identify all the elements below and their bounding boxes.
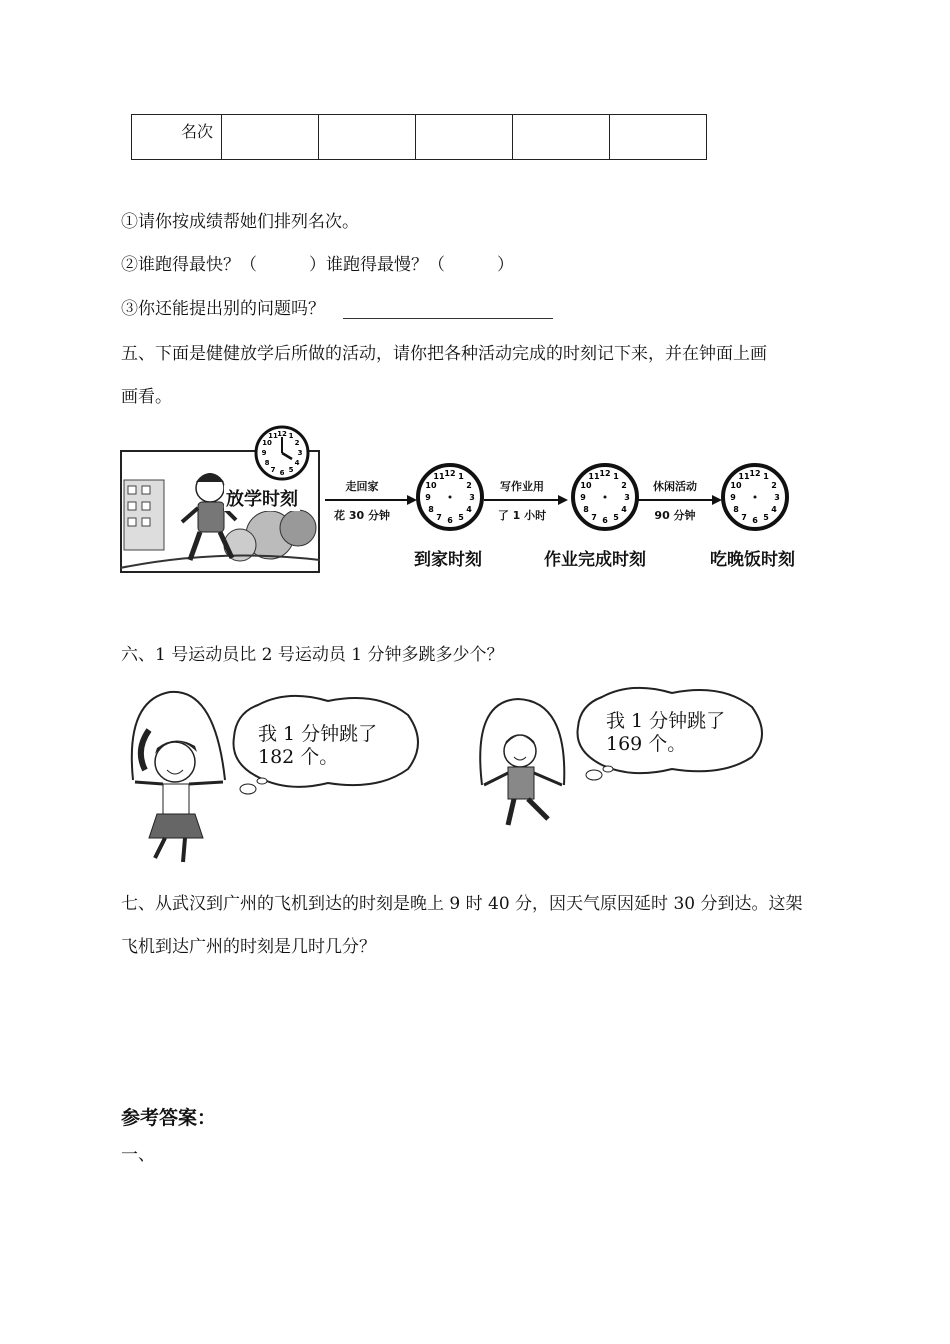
svg-text:2: 2 [771, 481, 777, 490]
svg-text:11: 11 [268, 432, 278, 440]
svg-text:9: 9 [261, 449, 267, 457]
bubble-2-line1: 我 1 分钟跳了 [606, 710, 726, 732]
arrow-2-icon [484, 494, 568, 506]
q6-title: 六、1 号运动员比 2 号运动员 1 分钟多跳多少个？ [121, 645, 504, 665]
q7-line1: 七、从武汉到广州的飞机到达的时刻是晚上 9 时 40 分，因天气原因延时 30 分到达。这架 [121, 894, 803, 914]
rank-cell [610, 115, 707, 160]
svg-text:5: 5 [763, 513, 769, 522]
svg-text:9: 9 [580, 493, 586, 502]
svg-text:11: 11 [738, 472, 750, 481]
q4-item3 [121, 294, 553, 319]
q4-item2-part-a: ②谁跑得最快？（ [121, 255, 257, 275]
clock-label-arrive-home: 到家时刻 [414, 550, 482, 570]
svg-text:9: 9 [730, 493, 736, 502]
answers-item1: 一、 [121, 1145, 155, 1165]
svg-text:5: 5 [288, 466, 294, 474]
svg-text:4: 4 [294, 459, 300, 467]
svg-text:12: 12 [599, 469, 611, 478]
q4-item2 [121, 250, 514, 275]
q5-line2: 画看。 [121, 387, 172, 407]
svg-text:6: 6 [447, 516, 453, 525]
svg-text:7: 7 [591, 513, 597, 522]
arrow-1-top-text: 走回家 [345, 480, 379, 493]
svg-text:10: 10 [730, 481, 742, 490]
scene-label: 放学时刻 [224, 485, 300, 511]
svg-text:5: 5 [458, 513, 464, 522]
arrow-1-bottom-text: 花 30 分钟 [334, 509, 390, 522]
rank-cell [319, 115, 416, 160]
svg-text:3: 3 [774, 493, 780, 502]
svg-text:8: 8 [428, 505, 434, 514]
q4-item2-part-b: ）谁跑得最慢？（ [309, 255, 445, 275]
arrow-1-icon [325, 494, 417, 506]
svg-text:4: 4 [621, 505, 627, 514]
svg-text:8: 8 [583, 505, 589, 514]
q5-line1: 五、下面是健健放学后所做的活动，请你把各种活动完成的时刻记下来，并在钟面上画 [121, 344, 767, 364]
svg-text:3: 3 [297, 449, 303, 457]
answers-title: 参考答案： [121, 1107, 217, 1129]
svg-text:7: 7 [436, 513, 442, 522]
rank-cell [416, 115, 513, 160]
table-row [132, 115, 707, 160]
rank-header-cell: 名次 [132, 115, 222, 160]
arrow-3-bottom-text: 90 分钟 [654, 509, 696, 522]
activity-figure [120, 425, 810, 575]
bubble-1-line1: 我 1 分钟跳了 [258, 723, 378, 745]
svg-text:3: 3 [469, 493, 475, 502]
svg-text:5: 5 [613, 513, 619, 522]
empty-clock-icon [570, 462, 640, 532]
svg-text:10: 10 [580, 481, 592, 490]
svg-text:3: 3 [624, 493, 630, 502]
svg-text:11: 11 [588, 472, 600, 481]
svg-text:1: 1 [613, 472, 619, 481]
rank-table [131, 114, 707, 160]
svg-text:6: 6 [602, 516, 608, 525]
arrow-3-icon [638, 494, 722, 506]
svg-text:6: 6 [279, 469, 285, 477]
svg-text:12: 12 [444, 469, 456, 478]
svg-text:8: 8 [264, 459, 270, 467]
svg-text:2: 2 [294, 439, 300, 447]
svg-text:7: 7 [270, 466, 276, 474]
q4-item3-text: ③你还能提出别的问题吗？ [121, 299, 325, 319]
svg-text:2: 2 [466, 481, 472, 490]
svg-text:4: 4 [466, 505, 472, 514]
svg-text:12: 12 [277, 430, 287, 438]
arrow-3-top-text: 休闲活动 [653, 480, 697, 493]
rank-cell [222, 115, 319, 160]
empty-clock-icon [720, 462, 790, 532]
start-clock-icon [254, 425, 310, 481]
answer-blank-line[interactable] [343, 300, 553, 319]
q4-item2-part-c: ） [497, 255, 514, 275]
svg-text:7: 7 [741, 513, 747, 522]
svg-text:12: 12 [749, 469, 761, 478]
svg-text:1: 1 [763, 472, 769, 481]
bubble-1-line2: 182 个。 [258, 746, 339, 768]
clock-label-homework-done: 作业完成时刻 [544, 550, 646, 570]
svg-text:6: 6 [752, 516, 758, 525]
arrow-2-bottom-text: 了 1 小时 [497, 509, 547, 522]
bubble-2-line2: 169 个。 [606, 733, 687, 755]
svg-text:10: 10 [425, 481, 437, 490]
q7-line2: 飞机到达广州的时刻是几时几分？ [121, 937, 376, 957]
svg-text:8: 8 [733, 505, 739, 514]
girl-jumping-rope-2-picture [468, 693, 578, 843]
empty-clock-icon [415, 462, 485, 532]
svg-text:1: 1 [458, 472, 464, 481]
svg-text:9: 9 [425, 493, 431, 502]
arrow-2-top-text: 写作业用 [500, 480, 544, 493]
clock-label-dinner: 吃晚饭时刻 [710, 550, 795, 570]
svg-text:10: 10 [262, 439, 272, 447]
q4-item1: ①请你按成绩帮她们排列名次。 [121, 212, 359, 232]
svg-text:4: 4 [771, 505, 777, 514]
svg-text:2: 2 [621, 481, 627, 490]
svg-text:1: 1 [288, 432, 294, 440]
svg-text:11: 11 [433, 472, 445, 481]
rank-cell [513, 115, 610, 160]
girl-jumping-rope-1-picture [125, 690, 235, 870]
